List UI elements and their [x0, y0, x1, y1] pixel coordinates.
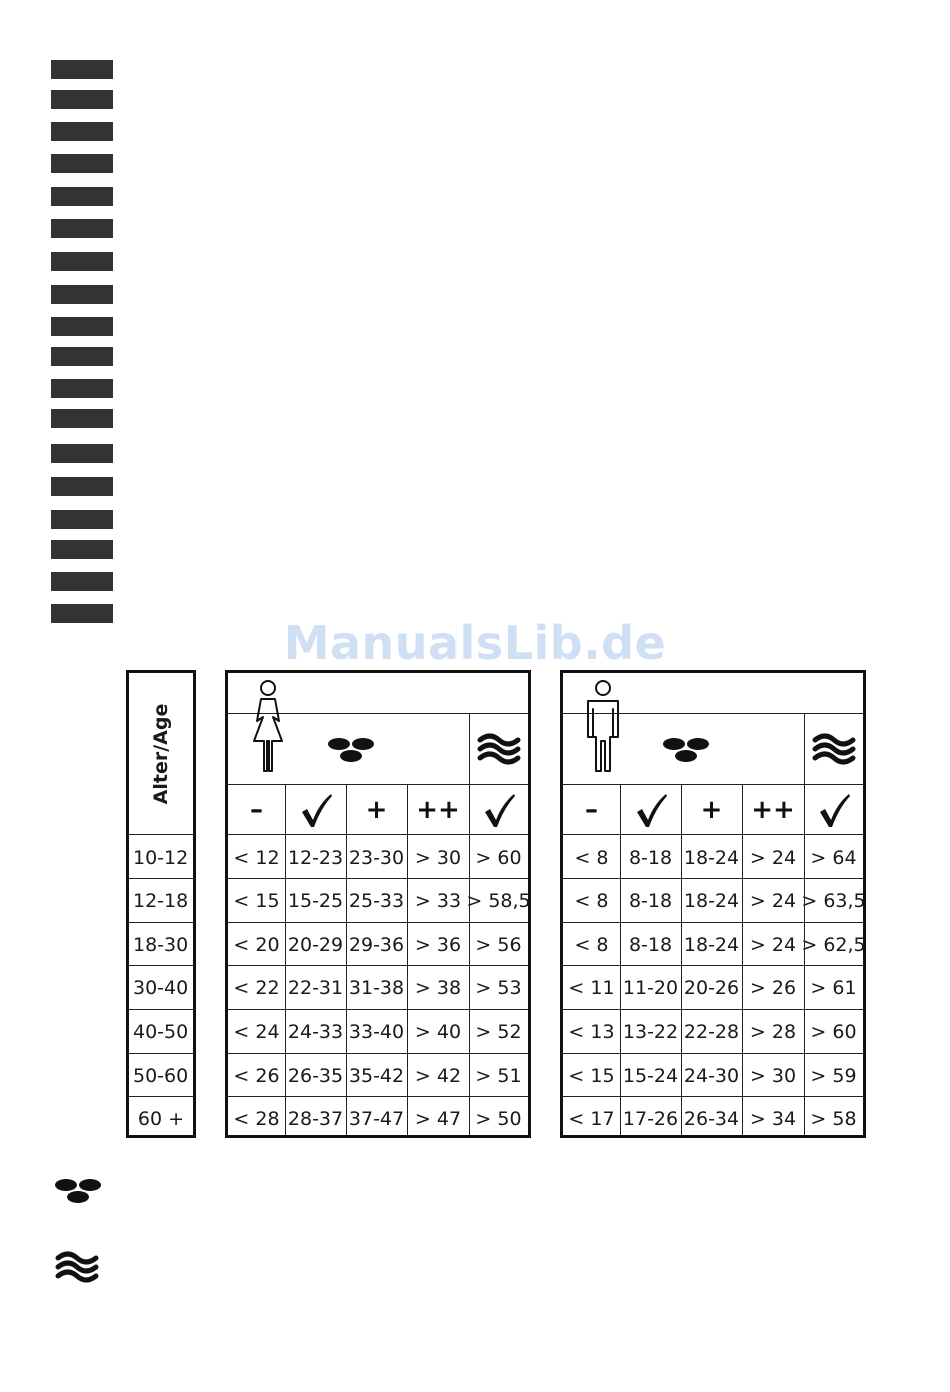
- women-value-cell: > 56: [475, 933, 522, 956]
- men-value-cell: 15-24: [622, 1064, 679, 1087]
- women-value-cell: > 36: [414, 933, 462, 956]
- side-tab: [51, 540, 113, 559]
- men-value-cell: < 8: [574, 933, 609, 956]
- row-divider: [129, 922, 193, 923]
- men-value-cell: > 61: [810, 976, 857, 999]
- side-tab: [51, 347, 113, 366]
- women-value-cell: 33-40: [348, 1020, 405, 1043]
- age-cell: 40-50: [133, 1020, 189, 1043]
- women-value-cell: > 40: [414, 1020, 462, 1043]
- side-tab: [51, 510, 113, 529]
- women-value-cell: 15-25: [287, 889, 344, 912]
- women-value-cell: 29-36: [348, 933, 405, 956]
- age-cell: 50-60: [133, 1064, 189, 1087]
- men-value-cell: 8-18: [628, 889, 673, 912]
- level-symbol: [228, 785, 285, 834]
- women-value-cell: 37-47: [348, 1107, 405, 1130]
- level-symbol: [563, 785, 620, 834]
- women-value-cell: < 15: [233, 889, 280, 912]
- level-symbol-label: +: [700, 794, 723, 825]
- legend-water-icon: [52, 1248, 102, 1286]
- row-divider: [129, 1096, 193, 1097]
- men-value-cell: 20-26: [683, 976, 740, 999]
- row-divider: [129, 1009, 193, 1010]
- level-symbol: [346, 785, 407, 834]
- checkmark-icon: [620, 785, 681, 834]
- legend-fat-icon: [50, 1174, 105, 1208]
- level-symbol-label: ++: [751, 794, 795, 825]
- women-value-cell: 22-31: [287, 976, 344, 999]
- women-value-cell: > 52: [475, 1020, 522, 1043]
- men-value-cell: > 63,5: [801, 889, 866, 912]
- men-value-cell: > 58: [810, 1107, 857, 1130]
- women-value-cell: > 51: [475, 1064, 522, 1087]
- men-value-cell: > 30: [749, 1064, 797, 1087]
- women-value-cell: > 42: [414, 1064, 462, 1087]
- men-value-cell: 18-24: [683, 889, 740, 912]
- side-tab: [51, 409, 113, 428]
- side-tab: [51, 317, 113, 336]
- side-tab: [51, 379, 113, 398]
- men-value-cell: < 17: [568, 1107, 615, 1130]
- women-value-cell: < 12: [233, 846, 280, 869]
- men-value-cell: 18-24: [683, 933, 740, 956]
- level-symbol-label: ++: [416, 794, 460, 825]
- water-waves-icon: [804, 714, 863, 784]
- row-divider: [129, 965, 193, 966]
- men-value-cell: < 8: [574, 889, 609, 912]
- side-tab: [51, 90, 113, 109]
- men-value-cell: > 34: [749, 1107, 797, 1130]
- side-tab: [51, 444, 113, 463]
- men-value-cell: > 62,5: [801, 933, 866, 956]
- level-symbol-label: –: [250, 794, 263, 825]
- side-tab: [51, 187, 113, 206]
- men-value-cell: 8-18: [628, 846, 673, 869]
- men-value-cell: > 24: [749, 846, 797, 869]
- header-divider: [228, 834, 528, 835]
- men-value-cell: > 64: [810, 846, 857, 869]
- checkmark-icon: [469, 785, 528, 834]
- side-tab: [51, 477, 113, 496]
- women-value-cell: > 53: [475, 976, 522, 999]
- women-value-cell: 31-38: [348, 976, 405, 999]
- men-value-cell: < 15: [568, 1064, 615, 1087]
- men-value-cell: > 24: [749, 889, 797, 912]
- row-divider: [129, 1053, 193, 1054]
- men-value-cell: 13-22: [622, 1020, 679, 1043]
- women-value-cell: 26-35: [287, 1064, 344, 1087]
- side-tab: [51, 572, 113, 591]
- men-value-cell: 11-20: [622, 976, 679, 999]
- age-cell: 30-40: [133, 976, 189, 999]
- women-value-cell: 23-30: [348, 846, 405, 869]
- side-tab: [51, 60, 113, 79]
- men-value-cell: 22-28: [683, 1020, 740, 1043]
- side-tab: [51, 122, 113, 141]
- women-value-cell: < 26: [233, 1064, 280, 1087]
- women-value-cell: < 20: [233, 933, 280, 956]
- level-symbol-label: –: [585, 794, 598, 825]
- men-value-cell: > 59: [810, 1064, 857, 1087]
- men-value-cell: > 28: [749, 1020, 797, 1043]
- men-value-cell: 26-34: [683, 1107, 740, 1130]
- men-value-cell: 17-26: [622, 1107, 679, 1130]
- women-value-cell: > 30: [414, 846, 462, 869]
- female-figure-icon: [245, 678, 291, 780]
- level-symbol: [681, 785, 742, 834]
- age-divider: [129, 834, 193, 835]
- women-value-cell: > 50: [475, 1107, 522, 1130]
- side-tab: [51, 154, 113, 173]
- header-divider: [563, 834, 863, 835]
- women-value-cell: 20-29: [287, 933, 344, 956]
- age-header: [129, 673, 193, 834]
- checkmark-icon: [285, 785, 346, 834]
- men-value-cell: 18-24: [683, 846, 740, 869]
- women-value-cell: > 38: [414, 976, 462, 999]
- checkmark-icon: [804, 785, 863, 834]
- women-value-cell: 24-33: [287, 1020, 344, 1043]
- watermark: ManualsLib.de: [283, 616, 667, 670]
- women-value-cell: 28-37: [287, 1107, 344, 1130]
- men-value-cell: > 24: [749, 933, 797, 956]
- men-value-cell: 8-18: [628, 933, 673, 956]
- men-value-cell: < 13: [568, 1020, 615, 1043]
- level-symbol: [742, 785, 804, 834]
- women-value-cell: < 22: [233, 976, 280, 999]
- men-value-cell: < 8: [574, 846, 609, 869]
- level-symbol: [407, 785, 469, 834]
- fat-droplets-icon: [323, 735, 379, 765]
- men-value-cell: 24-30: [683, 1064, 740, 1087]
- women-value-cell: 35-42: [348, 1064, 405, 1087]
- side-tab: [51, 285, 113, 304]
- age-cell: 18-30: [133, 933, 189, 956]
- age-cell: 60 +: [137, 1107, 185, 1130]
- male-figure-icon: [580, 678, 626, 780]
- women-value-cell: 12-23: [287, 846, 344, 869]
- women-value-cell: 25-33: [348, 889, 405, 912]
- women-value-cell: > 60: [475, 846, 522, 869]
- women-value-cell: < 24: [233, 1020, 280, 1043]
- women-value-cell: < 28: [233, 1107, 280, 1130]
- women-value-cell: > 33: [414, 889, 462, 912]
- men-value-cell: > 60: [810, 1020, 857, 1043]
- level-symbol-label: +: [365, 794, 388, 825]
- water-waves-icon: [469, 714, 528, 784]
- men-value-cell: > 26: [749, 976, 797, 999]
- men-value-cell: < 11: [568, 976, 615, 999]
- row-divider: [129, 878, 193, 879]
- women-value-cell: > 58,5: [466, 889, 531, 912]
- side-tab: [51, 219, 113, 238]
- fat-droplets-icon: [658, 735, 714, 765]
- age-cell: 12-18: [133, 889, 189, 912]
- age-header-label: Alter/Age: [150, 703, 172, 804]
- side-tab: [51, 252, 113, 271]
- age-cell: 10-12: [133, 846, 189, 869]
- women-value-cell: > 47: [414, 1107, 462, 1130]
